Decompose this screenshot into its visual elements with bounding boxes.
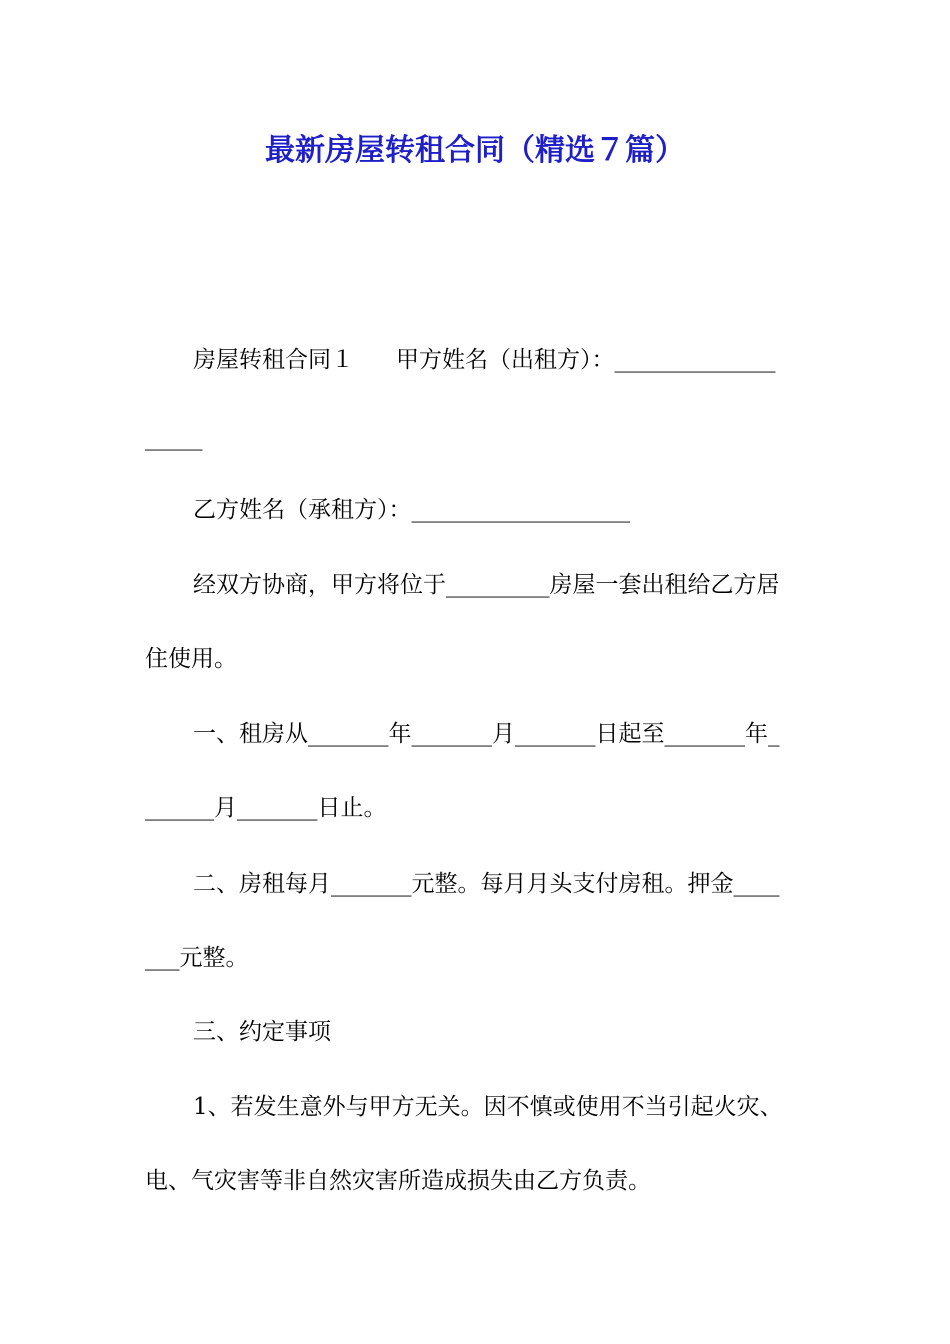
contract-heading: 房屋转租合同１ xyxy=(193,347,354,373)
party-a-label: 甲方姓名（出租方）：______________ xyxy=(396,347,776,373)
paragraph-line: 一、租房从_______年_______月_______日起至_______年_ xyxy=(193,721,780,747)
paragraph-line: 经双方协商，甲方将位于_________房屋一套出租给乙方居 xyxy=(193,572,780,598)
paragraph-line: 电、气灾害等非自然灾害所造成损失由乙方负责。 xyxy=(145,1168,651,1194)
paragraph-line: _____ xyxy=(145,425,203,451)
paragraph-line: 二、房租每月_______元整。每月月头支付房租。押金____ xyxy=(193,871,780,897)
paragraph-line: ___元整。 xyxy=(145,945,249,971)
paragraph-line: 住使用。 xyxy=(145,646,237,672)
document-title: 最新房屋转租合同（精选７篇） xyxy=(265,133,685,168)
paragraph-line: 乙方姓名（承租方）：___________________ xyxy=(193,497,630,523)
paragraph-line: ______月_______日止。 xyxy=(145,795,387,821)
paragraph-line: 三、约定事项 xyxy=(193,1019,331,1045)
paragraph-line xyxy=(145,340,807,380)
paragraph-line: 1、若发生意外与甲方无关。因不慎或使用不当引起火灾、 xyxy=(193,1094,783,1120)
